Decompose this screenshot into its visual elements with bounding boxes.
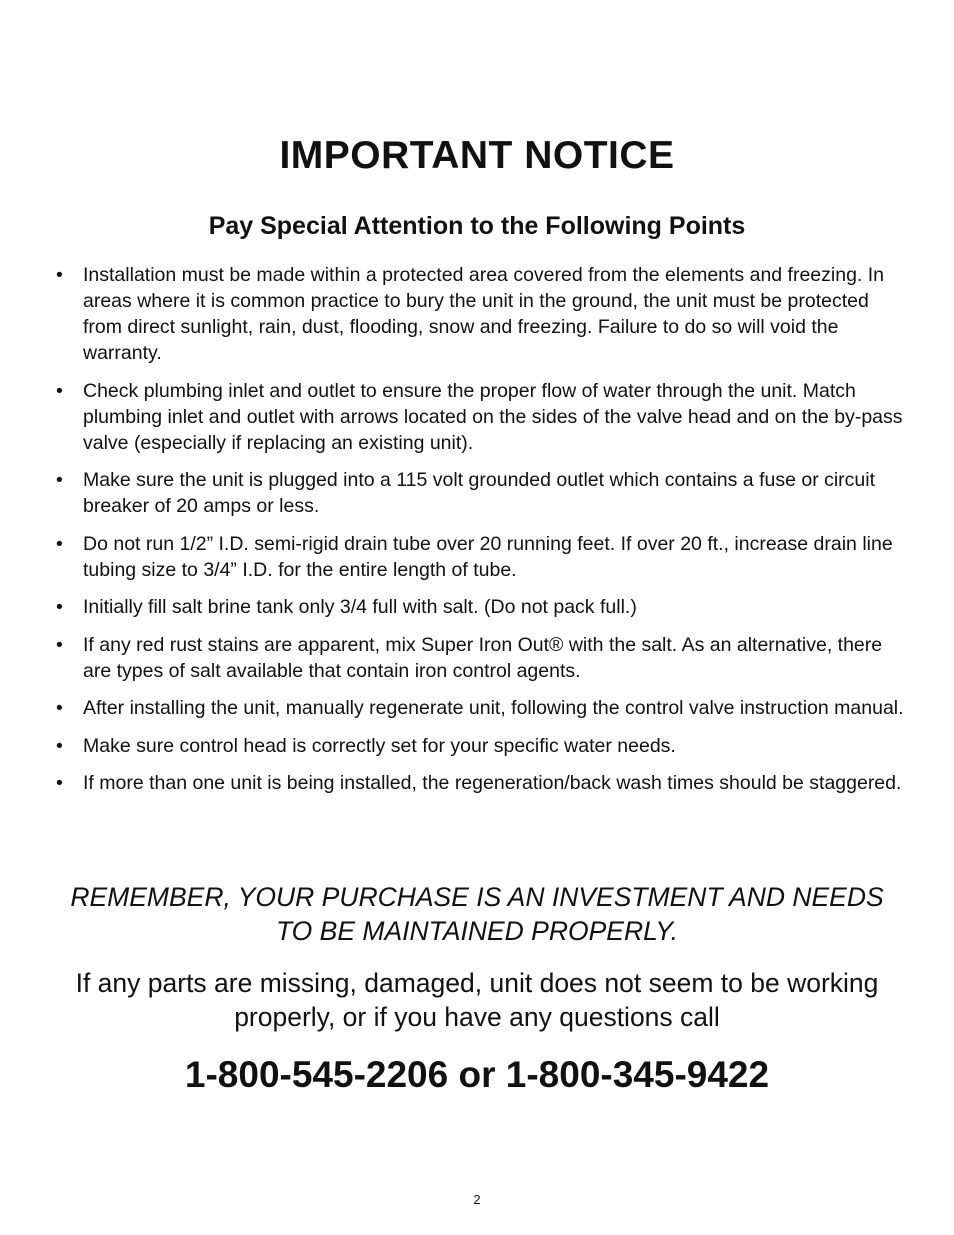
- page-title: IMPORTANT NOTICE: [279, 134, 675, 177]
- list-item: • Make sure the unit is plugged into a 115 volt grounded outlet which contains a fuse or circuit breaker of 20 amps or less.: [56, 467, 906, 519]
- list-item: • Check plumbing inlet and outlet to ensure the proper flow of water through the unit. Match plumbing inlet and outlet with arrows located on the sides of the valve head and on the by-pass valve (especially if replacing an existing unit).: [56, 378, 906, 456]
- list-item: • If any red rust stains are apparent, mix Super Iron Out® with the salt. As an alternative, there are types of salt available that contain iron control agents.: [56, 632, 906, 684]
- remember-statement: REMEMBER, YOUR PURCHASE IS AN INVESTMENT AND NEEDS TO BE MAINTAINED PROPERLY.: [70, 882, 884, 946]
- list-item: • Make sure control head is correctly set for your specific water needs.: [56, 733, 906, 759]
- page-number: 2: [473, 1192, 481, 1207]
- contact-instructions: If any parts are missing, damaged, unit does not seem to be working properly, or if you have any questions call: [75, 968, 879, 1032]
- list-item: • Initially fill salt brine tank only 3/4 full with salt. (Do not pack full.): [56, 594, 906, 620]
- notice-points-list: [56, 262, 906, 808]
- list-item: • After installing the unit, manually regenerate unit, following the control valve instruction manual.: [56, 695, 906, 721]
- page-subtitle: Pay Special Attention to the Following Points: [208, 212, 746, 240]
- phone-numbers: 1-800-545-2206 or 1-800-345-9422: [184, 1054, 770, 1095]
- list-item: • If more than one unit is being installed, the regeneration/back wash times should be staggered.: [56, 770, 906, 796]
- list-item: • Do not run 1/2” I.D. semi-rigid drain tube over 20 running feet. If over 20 ft., increase drain line tubing size to 3/4” I.D. for the entire length of tube.: [56, 531, 906, 583]
- list-item: • Installation must be made within a protected area covered from the elements and freezing. In areas where it is common practice to bury the unit in the ground, the unit must be protected from direct sunlight, rain, dust, flooding, snow and freezing. Failure to do so will void the warranty.: [56, 262, 906, 366]
